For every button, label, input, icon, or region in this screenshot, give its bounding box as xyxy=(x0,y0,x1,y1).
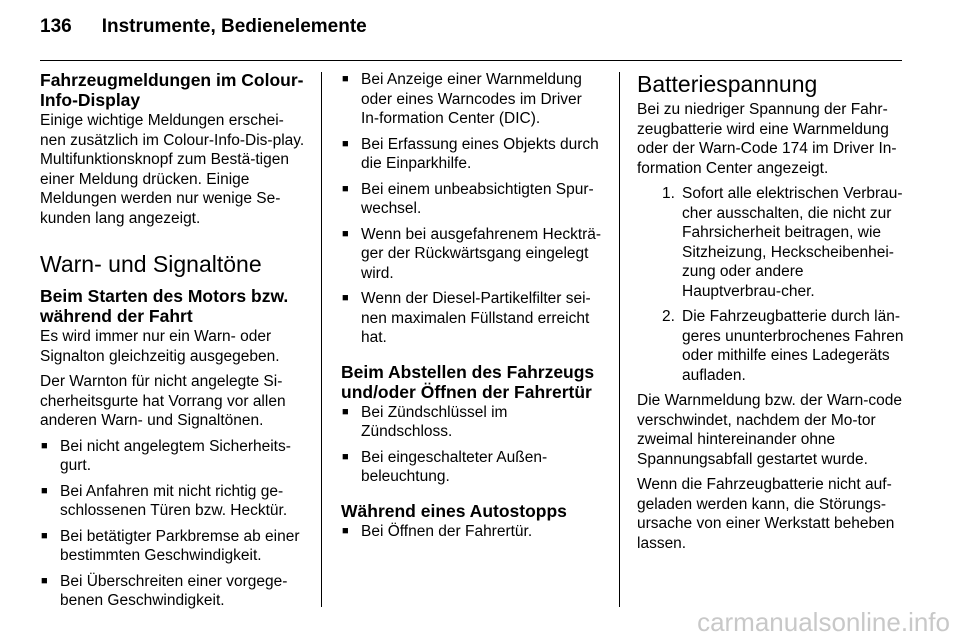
numbered-list xyxy=(637,184,905,385)
list-item xyxy=(637,307,905,385)
column-divider xyxy=(619,72,620,607)
column-left xyxy=(40,70,308,617)
paragraph: Der Warnton für nicht angelegte Si-cherheitsgurte hat Vorrang vor allen anderen Warn- und Signaltönen. xyxy=(40,373,286,429)
list-item: ■ Bei nicht angelegtem Sicherheits-gurt. xyxy=(40,437,308,476)
bullet-list xyxy=(40,437,308,611)
bullet-list xyxy=(341,403,603,487)
paragraph: Die Warnmeldung bzw. der Warn-code verschwindet, nachdem der Mo-tor zweimal hintereinander ohne Spannungsabfall gestartet wurde. xyxy=(637,392,903,468)
step-text: Sofort alle elektrischen Verbrau-cher ausschalten, die nicht zur Fahrsicherheit beitragen, wie Sitzheizung, Heckscheibenhei-zung oder andere Hauptverbrau-cher. xyxy=(682,185,903,300)
page-number: 136 xyxy=(40,16,72,37)
heading-start: Beim Starten des Motors bzw. während der Fahrt xyxy=(40,286,289,326)
list-item: ■ Wenn bei ausgefahrenem Heckträ-ger der Rückwärtsgang eingelegt wird. xyxy=(341,225,603,284)
page-header xyxy=(40,16,367,48)
column-right xyxy=(637,70,905,559)
heading-battery: Batteriespannung xyxy=(637,71,818,97)
step-text: Die Fahrzeugbatterie durch län-geres ununterbrochenes Fahren oder mithilfe eines Ladegeräts aufladen. xyxy=(682,308,904,384)
list-item: ■ Bei Anfahren mit nicht richtig ge-schlossenen Türen bzw. Hecktür. xyxy=(40,482,308,521)
list-item: ■ Bei Öffnen der Fahrertür. xyxy=(341,522,603,542)
paragraph: Bei zu niedriger Spannung der Fahr-zeugbatterie wird eine Warnmeldung oder der Warn-Code 174 im Driver In-formation Center angezeigt. xyxy=(637,101,897,177)
chapter-title: Instrumente, Bedienelemente xyxy=(101,16,367,37)
paragraph: Es wird immer nur ein Warn- oder Signalton gleichzeitig ausgegeben. xyxy=(40,328,280,365)
list-item: ■ Bei Zündschlüssel im Zündschloss. xyxy=(341,403,603,442)
step-number: 1. xyxy=(662,185,675,202)
heading-autostop: Während eines Autostopps xyxy=(341,500,567,521)
bullet-list xyxy=(341,522,603,542)
list-item: ■ Bei einem unbeabsichtigten Spur-wechsel. xyxy=(341,180,603,219)
list-item: ■ Bei Erfassung eines Objekts durch die Einparkhilfe. xyxy=(341,135,603,174)
heading-colour-info: Fahrzeugmeldungen im Colour-Info-Display xyxy=(40,70,304,110)
heading-park: Beim Abstellen des Fahrzeugs und/oder Öffnen der Fahrertür xyxy=(341,361,595,402)
list-item: ■ Bei Anzeige einer Warnmeldung oder eines Warncodes im Driver In-formation Center (DIC). xyxy=(341,70,603,129)
paragraph: Wenn die Fahrzeugbatterie nicht auf-geladen werden kann, die Störungs-ursache von einer Werkstatt beheben lassen. xyxy=(637,476,895,552)
bullet-list xyxy=(341,70,603,348)
list-item: ■ Bei eingeschalteter Außen-beleuchtung. xyxy=(341,448,603,487)
header-rule xyxy=(40,60,902,61)
list-item xyxy=(637,184,905,301)
column-divider xyxy=(321,72,322,607)
watermark: carmanualsonline.info xyxy=(697,607,950,637)
heading-warn-signal: Warn- und Signaltöne xyxy=(40,251,262,277)
list-item: ■ Bei Überschreiten einer vorgege-benen Geschwindigkeit. xyxy=(40,572,308,611)
step-number: 2. xyxy=(662,308,675,325)
paragraph: Einige wichtige Meldungen erschei-nen zusätzlich im Colour-Info-Dis-play. Multifunktionsknopf zum Bestä-tigen einer Meldung drücken. Einige Meldungen werden nur wenige Se-kunden lang angezeigt. xyxy=(40,112,305,227)
list-item: ■ Bei betätigter Parkbremse ab einer bestimmten Geschwindigkeit. xyxy=(40,527,308,566)
column-middle xyxy=(341,70,603,547)
list-item: ■ Wenn der Diesel-Partikelfilter sei-nen maximalen Füllstand erreicht hat. xyxy=(341,289,603,348)
